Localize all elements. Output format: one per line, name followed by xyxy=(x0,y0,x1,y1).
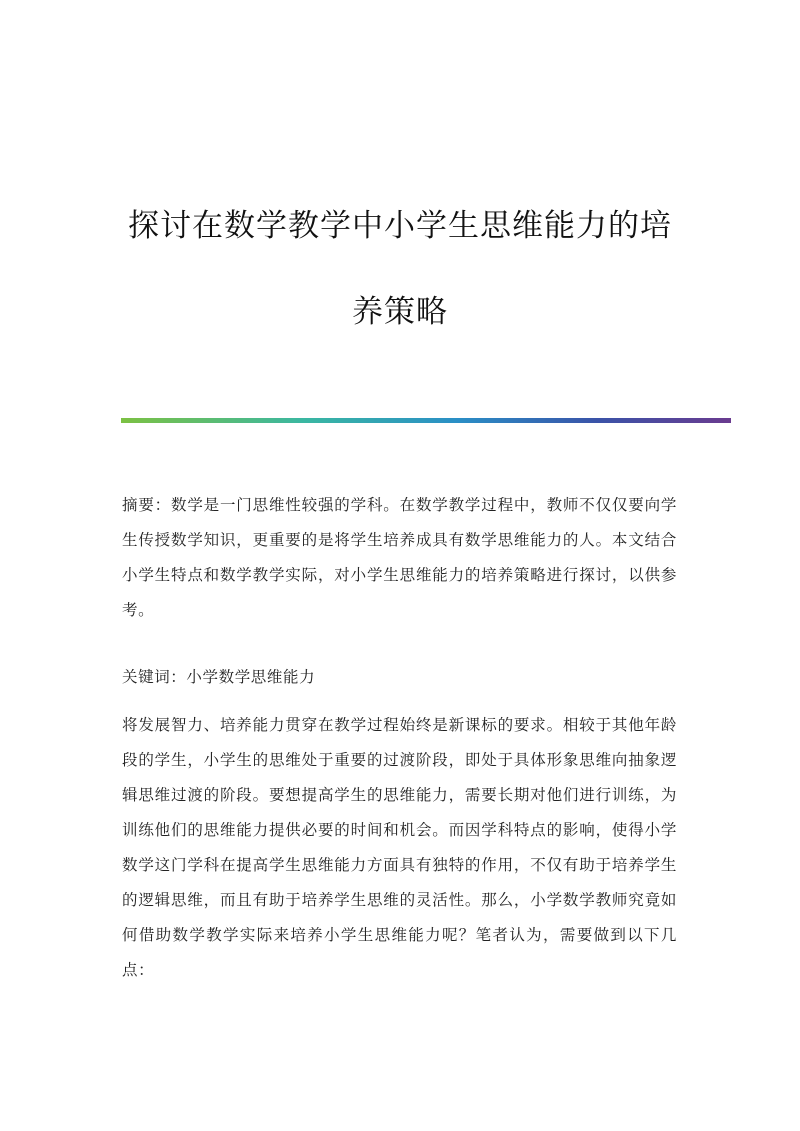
abstract-paragraph: 摘要：数学是一门思维性较强的学科。在数学教学过程中，教师不仅仅要向学生传授数学知识，更重要的是将学生培养成具有数学思维能力的人。本文结合小学生特点和数学教学实际，对小学生思维能力的培养策略进行探讨，以供参考。 xyxy=(122,496,677,619)
title-divider xyxy=(121,418,731,423)
document-title: 探讨在数学教学中小学生思维能力的培养策略 xyxy=(128,208,672,330)
intro-paragraph: 将发展智力、培养能力贯穿在教学过程始终是新课标的要求。相较于其他年龄段的学生，小学生的思维处于重要的过渡阶段，即处于具体形象思维向抽象逻辑思维过渡的阶段。要想提高学生的思维能力，需要长期对他们进行训练，为训练他们的思维能力提供必要的时间和机会。而因学科特点的影响，使得小学数学这门学科在提高学生思维能力方面具有独特的作用，不仅有助于培养学生的逻辑思维，而且有助于培养学生思维的灵活性。那么，小学数学教师究竟如何借助数学教学实际来培养小学生思维能力呢？笔者认为，需要做到以下几点： xyxy=(122,716,677,979)
keywords-line: 关键词：小学数学思维能力 xyxy=(122,668,316,686)
